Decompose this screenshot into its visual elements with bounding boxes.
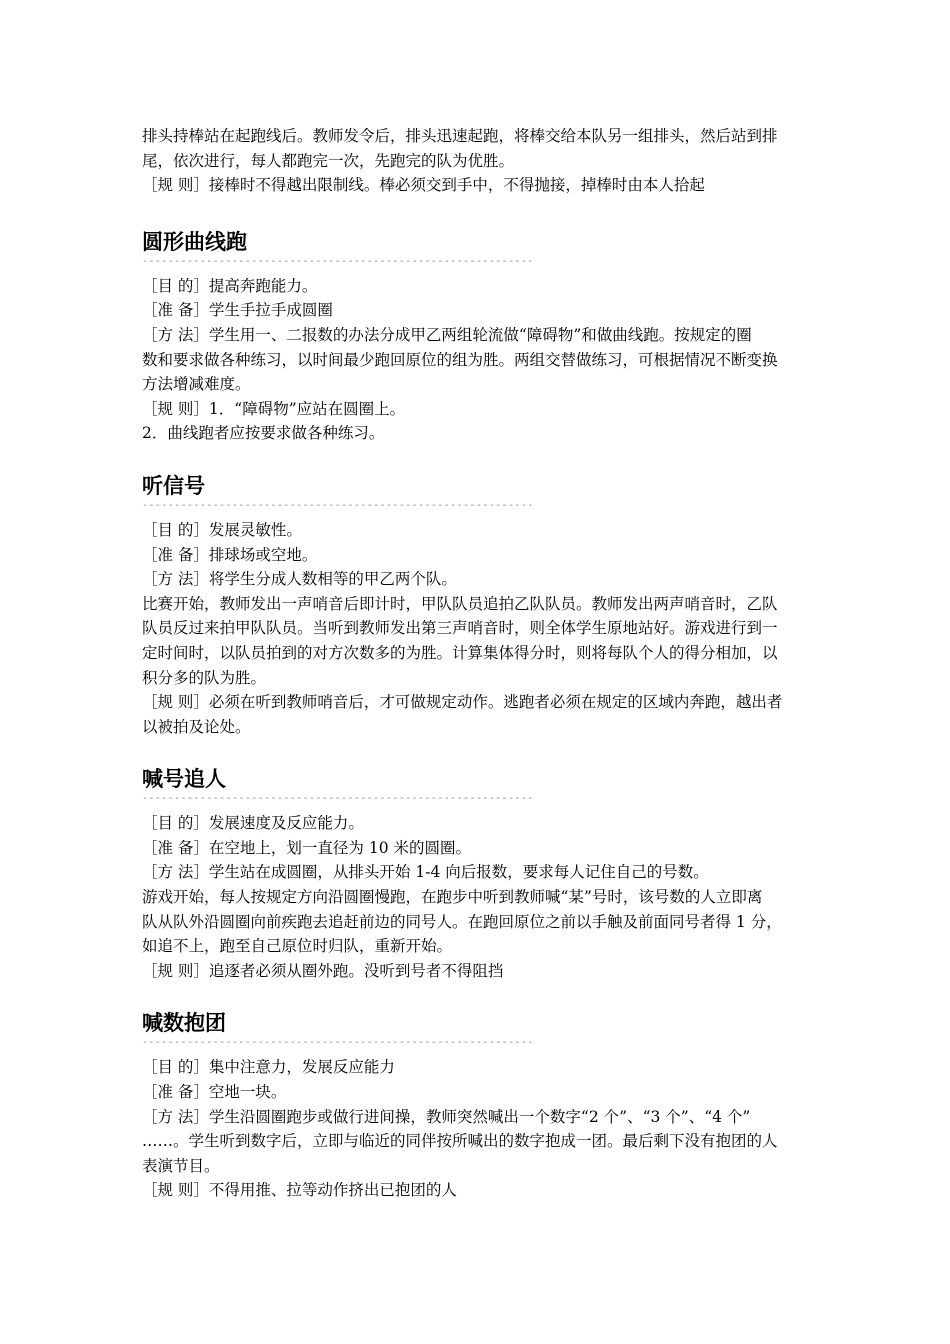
- section-call-number-chase: [142, 765, 822, 983]
- paragraph-line: ［准 备］排球场或空地。: [142, 545, 318, 564]
- intro-block: [142, 124, 822, 198]
- paragraph-line: 以被拍及论处。: [142, 717, 251, 736]
- paragraph-line: ［准 备］在空地上，划一直径为 10 米的圆圈。: [142, 838, 472, 857]
- paragraph-line: ［目 的］发展灵敏性。: [142, 520, 302, 539]
- paragraph-line: 2．曲线跑者应按要求做各种练习。: [142, 424, 385, 443]
- document-body: [142, 124, 822, 1203]
- paragraph-line: ［目 的］发展速度及反应能力。: [142, 814, 364, 833]
- paragraph-line: 表演节目。: [142, 1156, 220, 1175]
- paragraph-line: 如追不上，跑至自己原位时归队，重新开始。: [142, 937, 453, 956]
- paragraph-line: ［规 则］不得用推、拉等动作挤出已抱团的人: [142, 1181, 457, 1200]
- paragraph-line: 方法增减难度。: [142, 375, 251, 394]
- paragraph-line: ［方 法］学生站在成圆圈，从排头开始 1-4 向后报数，要求每人记住自己的号数。: [142, 863, 709, 882]
- paragraph-line: 游戏开始，每人按规定方向沿圆圈慢跑，在跑步中听到教师喊“某”号时，该号数的人立即离: [142, 888, 763, 907]
- paragraph-line: ［规 则］接棒时不得越出限制线。棒必须交到手中，不得抛接，掉棒时由本人拾起: [142, 176, 705, 195]
- paragraph-line: ［准 备］空地一块。: [142, 1083, 287, 1102]
- paragraph-line: 比赛开始，教师发出一声哨音后即计时，甲队队员追拍乙队队员。教师发出两声哨音时，乙队: [142, 594, 778, 613]
- section-divider: -------------------------------------------------------------: [142, 499, 534, 511]
- paragraph-line: 数和要求做各种练习，以时间最少跑回原位的组为胜。两组交替做练习，可根据情况不断变换: [142, 350, 778, 369]
- paragraph-line: ［规 则］必须在听到教师哨音后，才可做规定动作。逃跑者必须在规定的区域内奔跑，越出者: [142, 693, 783, 712]
- section-call-number-group: [142, 1009, 822, 1203]
- paragraph-line: ［目 的］提高奔跑能力。: [142, 276, 318, 295]
- section-listen-signal: [142, 472, 822, 739]
- paragraph-line: 定时间时，以队员拍到的对方次数多的为胜。计算集体得分时，则将每队个人的得分相加，以: [142, 643, 778, 662]
- paragraph-line: 队从队外沿圆圈向前疾跑去追赶前边的同号人。在跑回原位之前以手触及前面同号者得 1 分，: [142, 912, 782, 931]
- section-title: 圆形曲线跑: [142, 229, 247, 254]
- paragraph-line: ［准 备］学生手拉手成圆圈: [142, 301, 333, 320]
- section-circle-curve-run: [142, 228, 822, 446]
- paragraph-line: 排头持棒站在起跑线后。教师发令后，排头迅速起跑，将棒交给本队另一组排头，然后站到排: [142, 127, 778, 145]
- paragraph-line: ［方 法］学生用一、二报数的办法分成甲乙两组轮流做“障碍物”和做曲线跑。按规定的圈: [142, 325, 752, 344]
- section-divider: -------------------------------------------------------------: [142, 1037, 534, 1049]
- paragraph-line: ……。学生听到数字后，立即与临近的同伴按所喊出的数字抱成一团。最后剩下没有抱团的人: [142, 1132, 778, 1151]
- paragraph-line: ［目 的］集中注意力，发展反应能力: [142, 1058, 395, 1077]
- paragraph-line: 队员反过来拍甲队队员。当听到教师发出第三声哨音时，则全体学生原地站好。游戏进行到一: [142, 619, 778, 638]
- section-divider: -------------------------------------------------------------: [142, 255, 534, 267]
- paragraph-line: ［方 法］学生沿圆圈跑步或做行进间操，教师突然喊出一个数字“2 个”、“3 个”、“4 个”: [142, 1107, 751, 1126]
- paragraph-line: ［规 则］1．“障碍物”应站在圆圈上。: [142, 399, 406, 418]
- section-title: 听信号: [142, 473, 205, 498]
- paragraph-line: ［方 法］将学生分成人数相等的甲乙两个队。: [142, 570, 457, 589]
- paragraph-line: ［规 则］追逐者必须从圈外跑。没听到号者不得阻挡: [142, 961, 504, 980]
- section-divider: -------------------------------------------------------------: [142, 793, 534, 805]
- paragraph-line: 尾，依次进行，每人都跑完一次，先跑完的队为优胜。: [142, 151, 515, 170]
- section-title: 喊数抱团: [142, 1011, 226, 1036]
- paragraph-line: 积分多的队为胜。: [142, 668, 267, 687]
- section-title: 喊号追人: [142, 767, 226, 792]
